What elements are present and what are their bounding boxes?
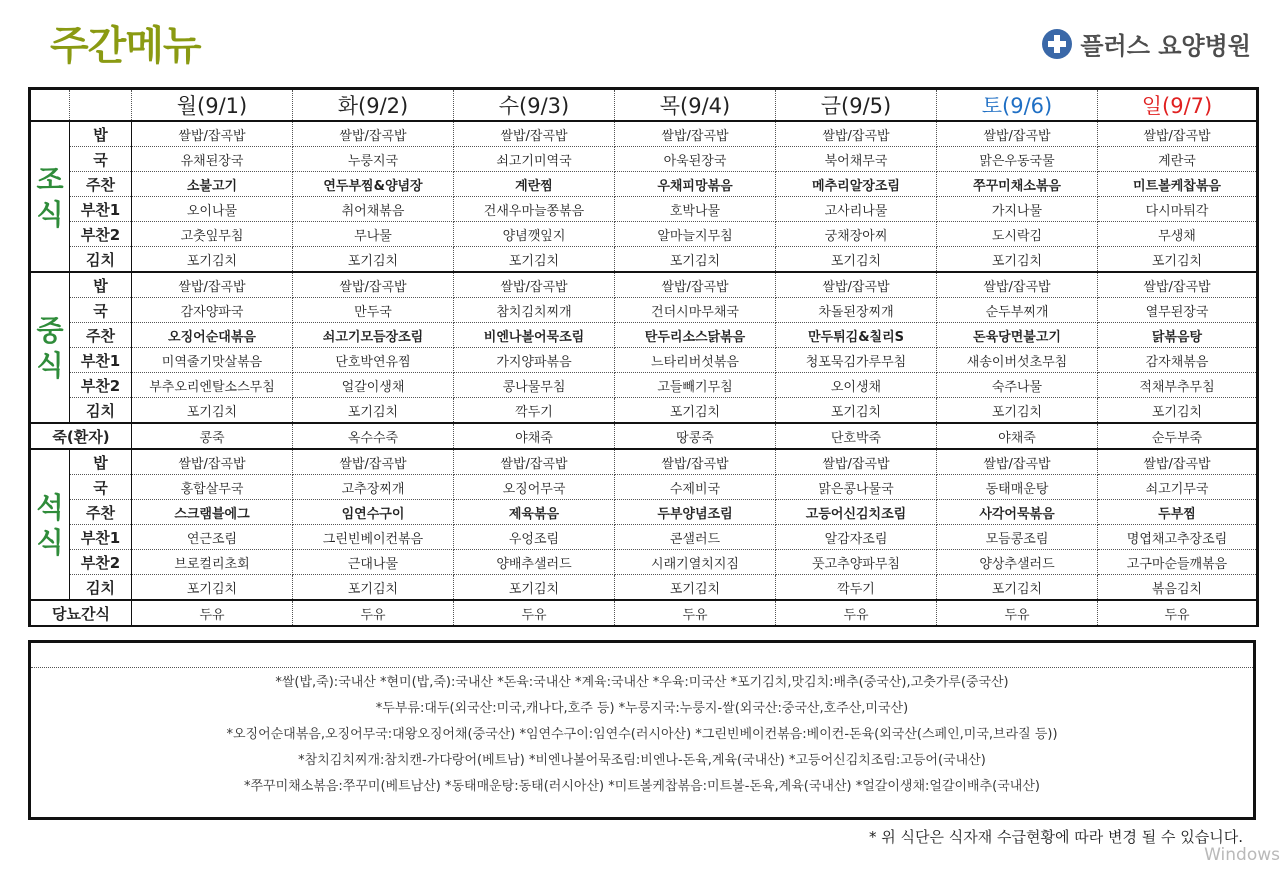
- menu-cell: 열무된장국: [1098, 298, 1258, 323]
- menu-cell: 단호박죽: [776, 423, 937, 449]
- menu-cell: 포기김치: [454, 247, 615, 273]
- menu-cell: 얼갈이생채: [293, 373, 454, 398]
- menu-cell: 콩나물무침: [454, 373, 615, 398]
- menu-cell: 야채죽: [454, 423, 615, 449]
- day-header: 수(9/3): [454, 89, 615, 122]
- menu-cell: 고등어신김치조림: [776, 500, 937, 525]
- menu-cell: 쌀밥/잡곡밥: [1098, 272, 1258, 298]
- menu-cell: 계란찜: [454, 172, 615, 197]
- menu-cell: 포기김치: [615, 575, 776, 601]
- menu-cell: 새송이버섯초무침: [937, 348, 1098, 373]
- menu-cell: 쌀밥/잡곡밥: [293, 449, 454, 475]
- origin-note: *쌀(밥,죽):국내산 *현미(밥,죽):국내산 *돈육:국내산 *계육:국내산 *우육:미국산 *포기김치,맛김치:배추(중국산),고춧가루(중국산): [275, 675, 1009, 690]
- menu-cell: 두부찜: [1098, 500, 1258, 525]
- menu-cell: 쌀밥/잡곡밥: [132, 272, 293, 298]
- menu-row: [30, 550, 1258, 575]
- row-label: 죽(환자): [30, 423, 132, 449]
- menu-cell: 오징어무국: [454, 475, 615, 500]
- menu-cell: 고구마순들깨볶음: [1098, 550, 1258, 575]
- meal-label-char: 식: [36, 525, 64, 559]
- menu-row: [30, 348, 1258, 373]
- menu-cell: 메추리알장조림: [776, 172, 937, 197]
- menu-cell: 계란국: [1098, 147, 1258, 172]
- corner-cell: [70, 89, 132, 122]
- menu-cell: 참치김치찌개: [454, 298, 615, 323]
- menu-cell: 쇠고기미역국: [454, 147, 615, 172]
- menu-cell: 도시락김: [937, 222, 1098, 247]
- menu-cell: 콩죽: [132, 423, 293, 449]
- menu-cell: 명엽채고추장조림: [1098, 525, 1258, 550]
- menu-cell: 두유: [132, 600, 293, 626]
- menu-cell: 순두부죽: [1098, 423, 1258, 449]
- menu-cell: 쌀밥/잡곡밥: [454, 121, 615, 147]
- menu-cell: 취어채볶음: [293, 197, 454, 222]
- menu-cell: 포기김치: [454, 575, 615, 601]
- menu-cell: 돈육당면불고기: [937, 323, 1098, 348]
- menu-cell: 포기김치: [776, 398, 937, 424]
- menu-cell: 감자양파국: [132, 298, 293, 323]
- menu-cell: 두유: [293, 600, 454, 626]
- menu-cell: 단호박연유찜: [293, 348, 454, 373]
- meal-label-char: 식: [36, 348, 64, 382]
- menu-cell: 적채부추무침: [1098, 373, 1258, 398]
- menu-cell: 닭볶음탕: [1098, 323, 1258, 348]
- menu-cell: 쌀밥/잡곡밥: [937, 272, 1098, 298]
- menu-cell: 쌀밥/잡곡밥: [293, 121, 454, 147]
- menu-cell: 부추오리엔탈소스무침: [132, 373, 293, 398]
- page-title: 주간메뉴: [50, 23, 201, 69]
- menu-cell: 쌀밥/잡곡밥: [776, 449, 937, 475]
- menu-cell: 쌀밥/잡곡밥: [937, 449, 1098, 475]
- menu-cell: 북어채무국: [776, 147, 937, 172]
- menu-cell: 포기김치: [293, 575, 454, 601]
- menu-cell: 오이생채: [776, 373, 937, 398]
- dish-category: 부찬1: [70, 348, 132, 373]
- menu-cell: 수제비국: [615, 475, 776, 500]
- menu-row: [30, 222, 1258, 247]
- menu-cell: 느타리버섯볶음: [615, 348, 776, 373]
- menu-cell: 포기김치: [937, 247, 1098, 273]
- menu-cell: 홍합살무국: [132, 475, 293, 500]
- dish-category: 부찬2: [70, 222, 132, 247]
- menu-cell: 청포묵김가루무침: [776, 348, 937, 373]
- windows-watermark: Windows: [1204, 845, 1280, 865]
- menu-cell: 쌀밥/잡곡밥: [615, 272, 776, 298]
- menu-row: [30, 323, 1258, 348]
- menu-cell: 맑은우동국물: [937, 147, 1098, 172]
- dish-category: 김치: [70, 247, 132, 273]
- menu-cell: 근대나물: [293, 550, 454, 575]
- menu-cell: 쌀밥/잡곡밥: [132, 121, 293, 147]
- footer-note: * 위 식단은 식자재 수급현황에 따라 변경 될 수 있습니다.: [869, 828, 1243, 846]
- menu-cell: 미역줄기맛살볶음: [132, 348, 293, 373]
- menu-cell: 동태매운탕: [937, 475, 1098, 500]
- meal-label-char: 중: [36, 313, 64, 347]
- origin-note: *참치김치찌개:참치캔-가다랑어(베트남) *비엔나볼어묵조림:비엔나-돈육,계육(국내산) *고등어신김치조림:고등어(국내산): [298, 753, 986, 768]
- menu-cell: 순두부찌개: [937, 298, 1098, 323]
- menu-cell: 아욱된장국: [615, 147, 776, 172]
- menu-cell: 쌀밥/잡곡밥: [1098, 449, 1258, 475]
- menu-cell: 알마늘지무침: [615, 222, 776, 247]
- menu-cell: 깍두기: [776, 575, 937, 601]
- menu-cell: 고들빼기무침: [615, 373, 776, 398]
- menu-cell: 고춧잎무침: [132, 222, 293, 247]
- menu-cell: 미트볼케찹볶음: [1098, 172, 1258, 197]
- menu-cell: 두유: [937, 600, 1098, 626]
- menu-cell: 쌀밥/잡곡밥: [615, 449, 776, 475]
- menu-cell: 그린빈베이컨볶음: [293, 525, 454, 550]
- menu-row: [30, 147, 1258, 172]
- menu-cell: 포기김치: [293, 398, 454, 424]
- menu-cell: 우엉조림: [454, 525, 615, 550]
- menu-cell: 임연수구이: [293, 500, 454, 525]
- day-header: 토(9/6): [937, 89, 1098, 122]
- dish-category: 주찬: [70, 500, 132, 525]
- menu-cell: 사각어묵볶음: [937, 500, 1098, 525]
- menu-row: [30, 475, 1258, 500]
- menu-cell: 두부양념조림: [615, 500, 776, 525]
- menu-cell: 탄두리소스닭볶음: [615, 323, 776, 348]
- day-header: 금(9/5): [776, 89, 937, 122]
- dish-category: 부찬2: [70, 373, 132, 398]
- menu-cell: 포기김치: [132, 398, 293, 424]
- menu-cell: 두유: [615, 600, 776, 626]
- menu-cell: 다시마튀각: [1098, 197, 1258, 222]
- menu-cell: 모듬콩조림: [937, 525, 1098, 550]
- origin-notes-box: [28, 640, 1256, 820]
- menu-cell: 오이나물: [132, 197, 293, 222]
- menu-row: [30, 525, 1258, 550]
- hospital-logo: [1042, 26, 1251, 61]
- menu-cell: 시래기열치지짐: [615, 550, 776, 575]
- menu-cell: 쭈꾸미채소볶음: [937, 172, 1098, 197]
- dish-category: 밥: [70, 121, 132, 147]
- menu-cell: 포기김치: [615, 398, 776, 424]
- menu-cell: 두유: [1098, 600, 1258, 626]
- menu-row: [30, 247, 1258, 273]
- menu-cell: 야채죽: [937, 423, 1098, 449]
- weekly-menu-table: [28, 87, 1259, 627]
- menu-cell: 알감자조림: [776, 525, 937, 550]
- menu-row: [30, 373, 1258, 398]
- day-header: 목(9/4): [615, 89, 776, 122]
- meal-label: [30, 272, 70, 423]
- menu-cell: 연두부찜&양념장: [293, 172, 454, 197]
- plus-cross-icon: [1042, 29, 1072, 59]
- row-label: 당뇨간식: [30, 600, 132, 626]
- menu-cell: 가지나물: [937, 197, 1098, 222]
- menu-cell: 포기김치: [937, 575, 1098, 601]
- menu-cell: 쇠고기무국: [1098, 475, 1258, 500]
- menu-cell: 연근조림: [132, 525, 293, 550]
- menu-cell: 땅콩죽: [615, 423, 776, 449]
- day-header: 화(9/2): [293, 89, 454, 122]
- dish-category: 김치: [70, 575, 132, 601]
- menu-cell: 포기김치: [776, 247, 937, 273]
- menu-row: [30, 449, 1258, 475]
- dish-category: 국: [70, 298, 132, 323]
- menu-cell: 만두국: [293, 298, 454, 323]
- menu-cell: 스크램블에그: [132, 500, 293, 525]
- menu-cell: 소불고기: [132, 172, 293, 197]
- menu-cell: 풋고추양파무침: [776, 550, 937, 575]
- menu-row: [30, 272, 1258, 298]
- menu-row: [30, 121, 1258, 147]
- hospital-name: 플러스 요양병원: [1080, 32, 1251, 60]
- menu-cell: 포기김치: [132, 575, 293, 601]
- dish-category: 주찬: [70, 172, 132, 197]
- menu-row: [30, 172, 1258, 197]
- menu-cell: 우채피망볶음: [615, 172, 776, 197]
- day-header-row: [30, 89, 1258, 122]
- meal-label-char: 식: [36, 197, 64, 231]
- menu-cell: 콘샐러드: [615, 525, 776, 550]
- menu-cell: 쇠고기모듬장조림: [293, 323, 454, 348]
- menu-row: [30, 298, 1258, 323]
- day-header: 일(9/7): [1098, 89, 1258, 122]
- menu-cell: 유채된장국: [132, 147, 293, 172]
- menu-cell: 두유: [454, 600, 615, 626]
- origin-note: *두부류:대두(외국산:미국,캐나다,호주 등) *누룽지국:누룽지-쌀(외국산:중국산,호주산,미국산): [375, 701, 909, 716]
- menu-cell: 감자채볶음: [1098, 348, 1258, 373]
- dish-category: 국: [70, 147, 132, 172]
- menu-cell: 양배추샐러드: [454, 550, 615, 575]
- origin-note: *오징어순대볶음,오징어무국:대왕오징어채(중국산) *임연수구이:임연수(러시아산) *그린빈베이컨볶음:베이컨-돈육(외국산(스페인,미국,브라질 등)): [226, 727, 1058, 742]
- menu-cell: 궁채장아찌: [776, 222, 937, 247]
- dish-category: 부찬1: [70, 525, 132, 550]
- blank-row: [31, 643, 1253, 668]
- menu-cell: 포기김치: [1098, 247, 1258, 273]
- dish-category: 국: [70, 475, 132, 500]
- menu-cell: 쌀밥/잡곡밥: [776, 121, 937, 147]
- dish-category: 부찬2: [70, 550, 132, 575]
- day-header: 월(9/1): [132, 89, 293, 122]
- meal-label-char: 조: [36, 162, 64, 196]
- menu-cell: 만두튀김&칠리S: [776, 323, 937, 348]
- menu-cell: 건새우마늘쫑볶음: [454, 197, 615, 222]
- origin-note: *쭈꾸미채소볶음:쭈꾸미(베트남산) *동태매운탕:동태(러시아산) *미트볼케찹볶음:미트볼-돈육,계육(국내산) *얼갈이생채:얼갈이배추(국내산): [243, 779, 1040, 794]
- menu-cell: 두유: [776, 600, 937, 626]
- menu-cell: 맑은콩나물국: [776, 475, 937, 500]
- menu-cell: 쌀밥/잡곡밥: [293, 272, 454, 298]
- dish-category: 김치: [70, 398, 132, 424]
- dish-category: 부찬1: [70, 197, 132, 222]
- menu-cell: 무나물: [293, 222, 454, 247]
- meal-label: [30, 449, 70, 600]
- meal-label-char: 석: [36, 490, 64, 524]
- menu-cell: 포기김치: [293, 247, 454, 273]
- dish-category: 주찬: [70, 323, 132, 348]
- menu-cell: 쌀밥/잡곡밥: [615, 121, 776, 147]
- corner-cell: [30, 89, 70, 122]
- menu-cell: 옥수수죽: [293, 423, 454, 449]
- menu-row: [30, 398, 1258, 424]
- menu-row: [30, 575, 1258, 601]
- menu-cell: 고추장찌개: [293, 475, 454, 500]
- menu-cell: 깍두기: [454, 398, 615, 424]
- menu-cell: 포기김치: [1098, 398, 1258, 424]
- menu-cell: 비엔나볼어묵조림: [454, 323, 615, 348]
- menu-cell: 오징어순대볶음: [132, 323, 293, 348]
- porridge-row: [30, 423, 1258, 449]
- menu-cell: 포기김치: [937, 398, 1098, 424]
- menu-cell: 쌀밥/잡곡밥: [454, 272, 615, 298]
- menu-cell: 쌀밥/잡곡밥: [1098, 121, 1258, 147]
- menu-cell: 차돌된장찌개: [776, 298, 937, 323]
- menu-row: [30, 500, 1258, 525]
- menu-cell: 포기김치: [132, 247, 293, 273]
- menu-cell: 쌀밥/잡곡밥: [776, 272, 937, 298]
- meal-label: [30, 121, 70, 272]
- menu-cell: 호박나물: [615, 197, 776, 222]
- menu-cell: 쌀밥/잡곡밥: [454, 449, 615, 475]
- dish-category: 밥: [70, 449, 132, 475]
- diabetic-row: [30, 600, 1258, 626]
- menu-cell: 브로컬리초회: [132, 550, 293, 575]
- menu-cell: 가지양파볶음: [454, 348, 615, 373]
- menu-cell: 포기김치: [615, 247, 776, 273]
- menu-cell: 양념깻잎지: [454, 222, 615, 247]
- menu-cell: 누룽지국: [293, 147, 454, 172]
- menu-cell: 고사리나물: [776, 197, 937, 222]
- menu-cell: 양상추샐러드: [937, 550, 1098, 575]
- dish-category: 밥: [70, 272, 132, 298]
- menu-cell: 건더시마무채국: [615, 298, 776, 323]
- menu-cell: 쌀밥/잡곡밥: [937, 121, 1098, 147]
- menu-cell: 제육볶음: [454, 500, 615, 525]
- menu-row: [30, 197, 1258, 222]
- menu-cell: 볶음김치: [1098, 575, 1258, 601]
- menu-cell: 숙주나물: [937, 373, 1098, 398]
- menu-cell: 무생채: [1098, 222, 1258, 247]
- menu-cell: 쌀밥/잡곡밥: [132, 449, 293, 475]
